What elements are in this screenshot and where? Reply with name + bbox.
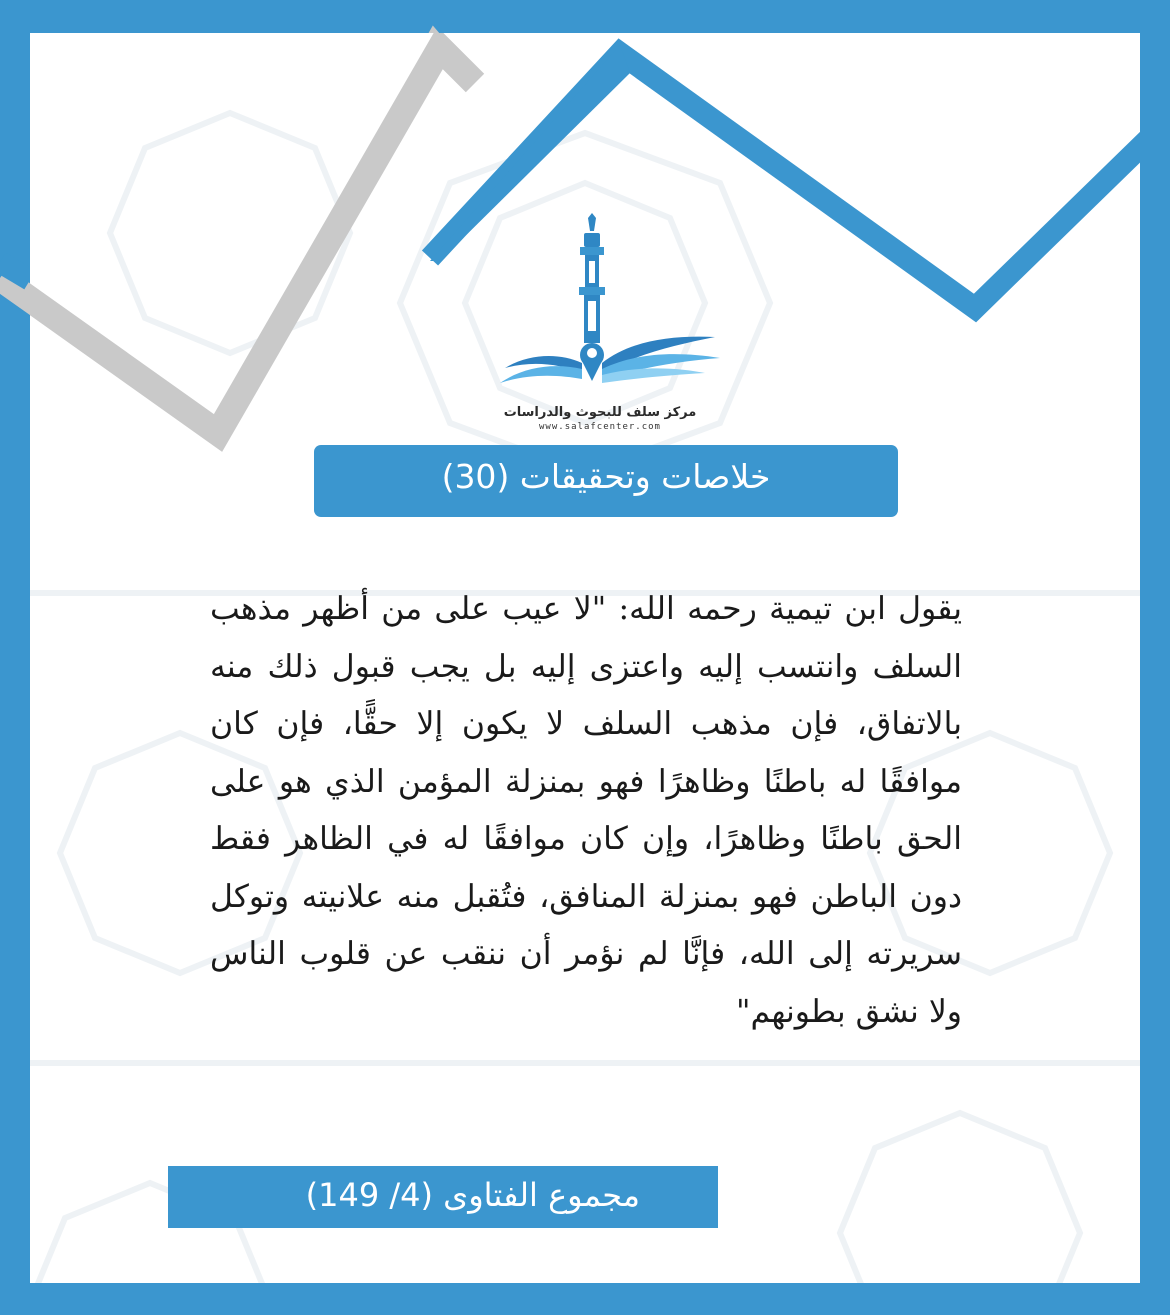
logo [470,213,730,438]
minaret-book-logo-icon [470,213,730,403]
quote-text: يقول ابن تيمية رحمه الله: "لا عيب على من أظهر مذهب السلف وانتسب إليه واعتزى إليه بل يجب قبول ذلك منه بالاتفاق، فإن مذهب السلف لا يكون إلا حقًّا، فإن كان موافقًا له باطنًا وظاهرًا فهو بمنزلة المؤمن الذي هو على الحق باطنًا وظاهرًا، وإن كان موافقًا له في الظاهر فقط دون الباطن فهو بمنزلة المنافق، فتُقبل منه علانيته وتوكل سريرته إلى الله، فإنَّا لم نؤمر أن ننقب عن قلوب الناس ولا نشق بطونهم" [210,591,962,1030]
reference-banner [168,1166,718,1228]
logo-url: www.salafcenter.com [539,422,661,432]
content-card [30,33,1140,1283]
title-banner [314,445,898,517]
reference-text: مجموع الفتاوى (4/ 149) [305,1176,640,1214]
page-title: خلاصات وتحقيقات (30) [441,457,771,496]
logo-name: مركز سلف للبحوث والدراسات [503,405,697,420]
